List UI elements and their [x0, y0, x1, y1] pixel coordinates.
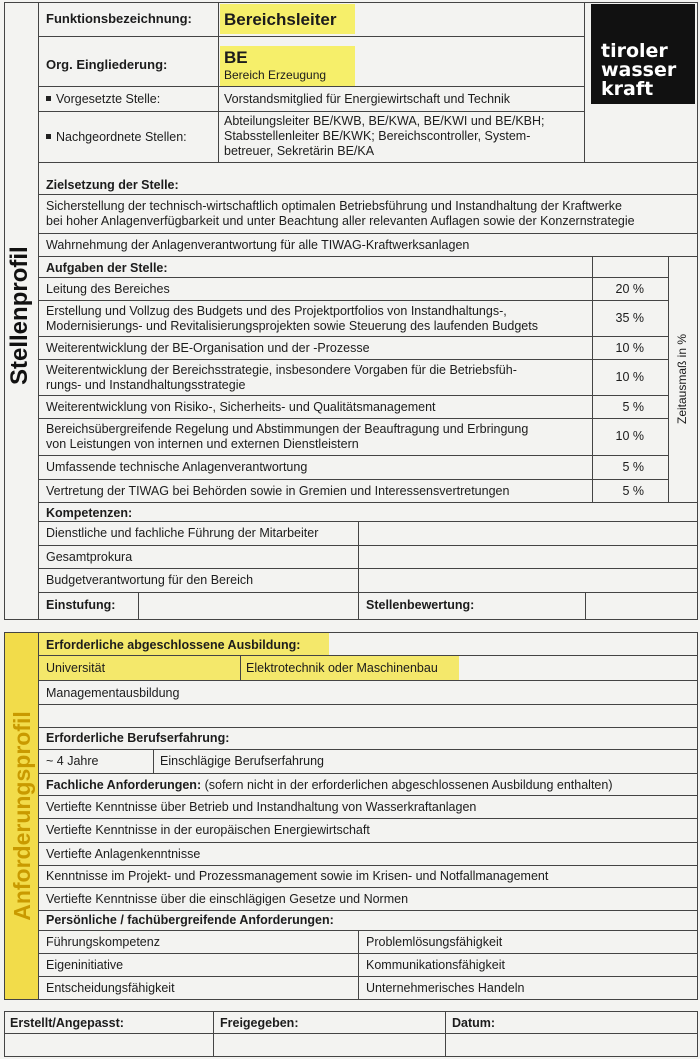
- einschlaegig-text: Einschlägige Berufserfahrung: [160, 754, 324, 768]
- logo-line: tiroler: [601, 40, 668, 62]
- aufgabe-item: Leitung des Bereiches: [46, 282, 170, 296]
- persoenlich-left: Eigeninitiative: [46, 958, 124, 972]
- bullet-icon: [46, 134, 51, 139]
- aufgabe-item: Weiterentwicklung von Risiko-, Sicherheits- und Qualitätsmanagement: [46, 400, 436, 414]
- fachlich-item: Vertiefte Kenntnisse über Betrieb und Instandhaltung von Wasserkraftanlagen: [46, 800, 477, 814]
- aufgabe-item: rungs- und Instandhaltungsstrategie: [46, 378, 246, 392]
- persoenlich-right: Unternehmerisches Handeln: [366, 981, 525, 995]
- kompetenz-item: Gesamtprokura: [46, 550, 133, 564]
- persoenlich-label: Persönliche / fachübergreifende Anforderungen:: [46, 913, 334, 927]
- jahre-text: ~ 4 Jahre: [46, 754, 99, 768]
- fachlich-label: Fachliche Anforderungen:: [46, 778, 202, 792]
- stellenbewertung-label: Stellenbewertung:: [366, 598, 475, 612]
- ausbildung-left: Universität: [46, 661, 106, 675]
- kompetenz-item: Budgetverantwortung für den Bereich: [46, 573, 254, 587]
- fachlich-note: (sofern nicht in der erforderlichen abgeschlossenen Ausbildung enthalten): [204, 778, 613, 792]
- nachgeordnete-line: betreuer, Sekretärin BE/KA: [224, 144, 375, 158]
- einstufung-label: Einstufung:: [46, 598, 116, 612]
- aufgabe-item: Umfassende technische Anlagenverantwortung: [46, 460, 308, 474]
- fachlich-item: Vertiefte Anlagenkenntnisse: [46, 847, 201, 861]
- aufgaben-label: Aufgaben der Stelle:: [46, 261, 168, 275]
- zeitausmass-label: Zeitausmaß in %: [675, 333, 689, 425]
- aufgabe-item: Modernisierungs- und Revitalisierungsprojekten sowie Steuerung des laufenden Budgets: [46, 319, 538, 333]
- aufgabe-item: von Leistungen von internen und externen Dienstleistern: [46, 437, 359, 451]
- bullet-icon: [46, 96, 51, 101]
- aufgabe-pct: 10 %: [615, 429, 644, 443]
- zielsetzung-label: Zielsetzung der Stelle:: [46, 178, 179, 192]
- funktion-label: Funktionsbezeichnung:: [46, 11, 192, 26]
- fachlich-item: Vertiefte Kenntnisse über die einschlägigen Gesetze und Normen: [46, 892, 409, 906]
- funktion-value: Bereichsleiter: [224, 10, 337, 29]
- vorgesetzte-label: [46, 92, 160, 106]
- management-text: Managementausbildung: [46, 686, 180, 700]
- zielsetzung-line: bei hoher Anlagenverfügbarkeit und unter Beachtung aller relevanten Auflagen sowie der Konzernstrategie: [46, 214, 635, 228]
- logo-line: kraft: [601, 78, 654, 100]
- nachgeordnete-line: Stabsstellenleiter BE/KWK; Bereichscontroller, System-: [224, 129, 531, 143]
- tiroler-wasserkraft-logo: [591, 4, 695, 104]
- vorgesetzte-value: Vorstandsmitglied für Energiewirtschaft und Technik: [224, 92, 511, 106]
- ausbildung-label: Erforderliche abgeschlossene Ausbildung:: [46, 638, 301, 652]
- persoenlich-left: Führungskompetenz: [46, 935, 160, 949]
- aufgabe-pct: 20 %: [615, 282, 644, 296]
- ausbildung-right: Elektrotechnik oder Maschinenbau: [246, 661, 438, 675]
- aufgabe-item: Weiterentwicklung der Bereichsstrategie, insbesondere Vorgaben für die Betriebsfüh-: [46, 363, 517, 377]
- zielsetzung-line: Sicherstellung der technisch-wirtschaftlich optimalen Betriebsführung und Instandhaltung der Kraftwerke: [46, 199, 623, 213]
- org-sub: Bereich Erzeugung: [224, 68, 327, 82]
- nachgeordnete-line: Abteilungsleiter BE/KWB, BE/KWA, BE/KWI und BE/KBH;: [224, 114, 545, 128]
- persoenlich-right: Problemlösungsfähigkeit: [366, 935, 503, 949]
- aufgabe-pct: 10 %: [615, 370, 644, 384]
- erstellt-label: Erstellt/Angepasst:: [10, 1016, 124, 1030]
- berufserfahrung-label: Erforderliche Berufserfahrung:: [46, 731, 230, 745]
- datum-label: Datum:: [452, 1016, 496, 1030]
- aufgabe-item: Weiterentwicklung der BE-Organisation und der -Prozesse: [46, 341, 370, 355]
- wahrnehmung-text: Wahrnehmung der Anlagenverantwortung für alle TIWAG-Kraftwerksanlagen: [46, 238, 470, 252]
- nachgeordnete-label: [46, 130, 187, 144]
- side-divider: [38, 2, 39, 620]
- kompetenz-item: Dienstliche und fachliche Führung der Mitarbeiter: [46, 526, 319, 540]
- vorgesetzte-label-text: Vorgesetzte Stelle:: [56, 92, 161, 106]
- aufgabe-pct: 10 %: [615, 341, 644, 355]
- fachlich-item: Vertiefte Kenntnisse in der europäischen Energiewirtschaft: [46, 823, 370, 837]
- aufgabe-pct: 35 %: [615, 311, 644, 325]
- org-label: Org. Eingliederung:: [46, 57, 168, 72]
- persoenlich-left: Entscheidungsfähigkeit: [46, 981, 175, 995]
- kompetenzen-label: Kompetenzen:: [46, 506, 133, 520]
- fachlich-header: [46, 778, 613, 792]
- aufgabe-item: Vertretung der TIWAG bei Behörden sowie in Gremien und Interessensvertretungen: [46, 484, 510, 498]
- anforderungsprofil-side-label: Anforderungsprofil: [9, 711, 35, 921]
- aufgabe-pct: 5 %: [622, 460, 644, 474]
- freigegeben-label: Freigegeben:: [220, 1016, 299, 1030]
- nachgeordnete-label-text: Nachgeordnete Stellen:: [56, 130, 187, 144]
- aufgabe-pct: 5 %: [622, 484, 644, 498]
- fachlich-item: Kenntnisse im Projekt- und Prozessmanagement sowie im Krisen- und Notfallmanagement: [46, 869, 549, 883]
- aufgabe-item: Erstellung und Vollzug des Budgets und des Projektportfolios von Instandhaltungs-,: [46, 304, 507, 318]
- aufgabe-item: Bereichsübergreifende Regelung und Abstimmungen der Beauftragung und Erbringung: [46, 422, 529, 436]
- aufgabe-pct: 5 %: [622, 400, 644, 414]
- logo-line: wasser: [601, 59, 677, 81]
- org-value: BE: [224, 48, 248, 67]
- stellenprofil-side-label: Stellenprofil: [6, 246, 33, 385]
- persoenlich-right: Kommunikationsfähigkeit: [366, 958, 505, 972]
